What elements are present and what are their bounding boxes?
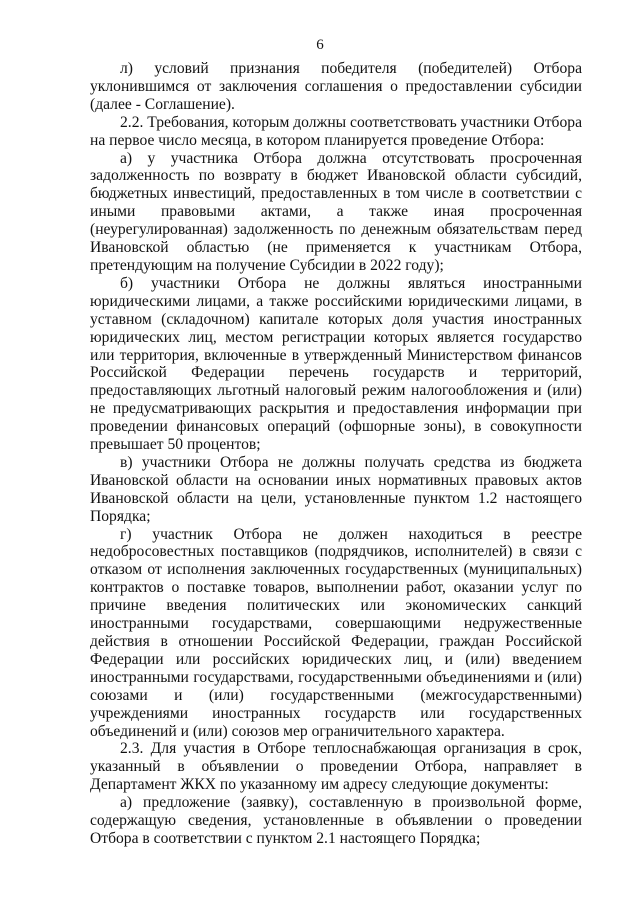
paragraph-a-overdue-debt: а) у участника Отбора должна отсутствовать просроченная задолженность по возврату в бюджет Ивановской области субсидий, бюджетных инвестиций, предоставленных в том числе в соответствии с иными правовыми актами, а также иная просроченная (неурегулированная) задолженность по денежным обязательствам перед Ивановской областью (не применяется к участникам Отбора, претендующим на получение Субсидии в 2022 году); (90, 149, 582, 274)
paragraph-v-other-funding: в) участники Отбора не должны получать средства из бюджета Ивановской области на основании иных нормативных правовых актов Ивановской области на цели, установленные пунктом 1.2 настоящего Порядка; (90, 453, 582, 525)
paragraph-2-3-participation-documents: 2.3. Для участия в Отборе теплоснабжающая организация в срок, указанный в объявлении о проведении Отбора, направляет в Департамент ЖКХ по указанному им адресу следующие документы: (90, 740, 582, 794)
paragraph-2-2-requirements: 2.2. Требования, которым должны соответствовать участники Отбора на первое число месяца, в котором планируется проведение Отбора: (90, 113, 582, 149)
paragraph-g-unfair-suppliers-registry: г) участник Отбора не должен находиться в реестре недобросовестных поставщиков (подрядчиков, исполнителей) в связи с отказом от исполнения заключенных государственных (муниципальных) контрактов о поставке товаров, выполнении работ, оказании услуг по причине введения политических или экономических санкций иностранными государствами, совершающими недружественные действия в отношении Российской Федерации, граждан Российской Федерации или российских юридических лиц, и (или) введением иностранными государствами, государственными объединениями и (или) союзами и (или) государственными (межгосударственными) учреждениями иностранных государств или государственных объединений и (или) союзов мер ограничительного характера. (90, 525, 582, 740)
paragraph-a-application: а) предложение (заявку), составленную в произвольной форме, содержащую сведения, установленные в объявлении о проведении Отбора в соответствии с пунктом 2.1 настоящего Порядка; (90, 794, 582, 847)
paragraph-l-winner-evasion: л) условий признания победителя (победителей) Отбора уклонившимся от заключения соглашения о предоставлении субсидии (далее - Соглашение). (90, 60, 582, 113)
page-number: 6 (316, 37, 324, 53)
paragraph-b-foreign-entities: б) участники Отбора не должны являться иностранными юридическими лицами, а также российскими юридическими лицами, в уставном (складочном) капитале которых доля участия иностранных юридических лиц, местом регистрации которых является государство или территория, включенные в утвержденный Министерством финансов Российской Федерации перечень государств и территорий, предоставляющих льготный налоговый режим налогообложения и (или) не предусматривающих раскрытия и предоставления информации при проведении финансовых операций (офшорные зоны), в совокупности превышает 50 процентов; (90, 274, 582, 454)
document-body (90, 60, 582, 848)
